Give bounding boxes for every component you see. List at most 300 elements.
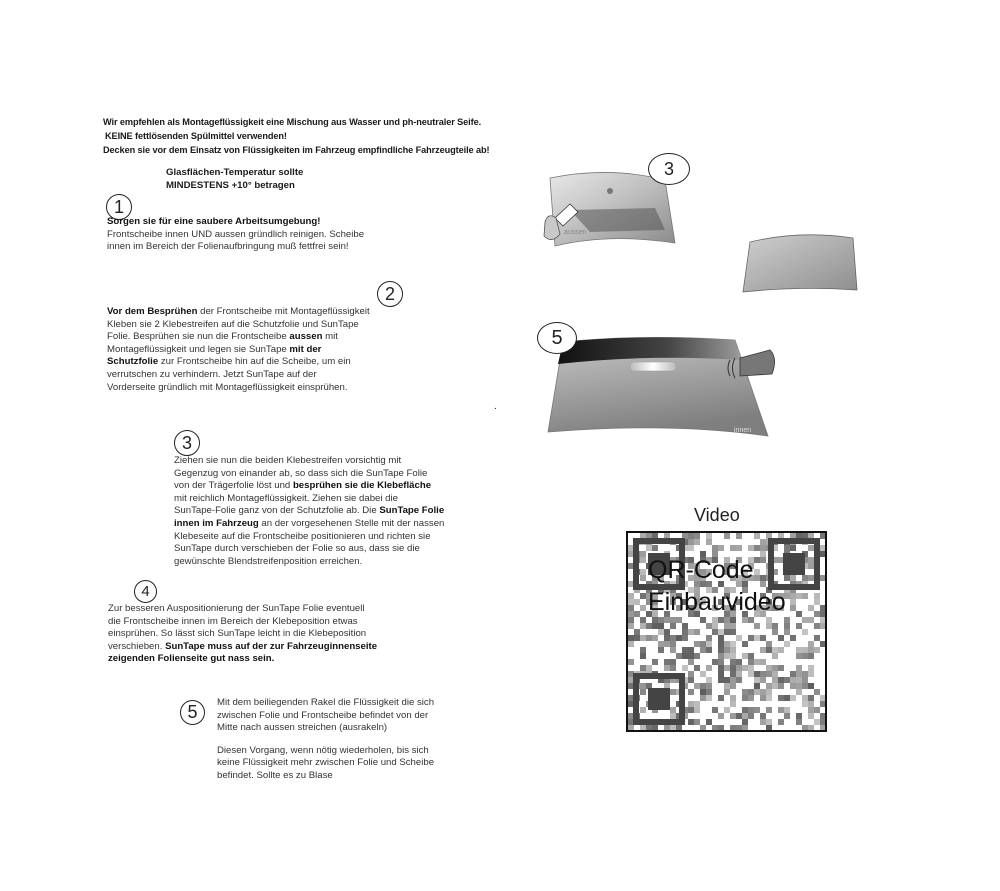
qr-module [724,653,730,659]
qr-module [796,671,802,677]
qr-module [784,677,790,683]
qr-module [640,605,646,611]
step-4-bold-5: zeigenden Folienseite gut nass sein. [108,653,275,665]
qr-module [820,605,825,611]
qr-module [748,659,754,665]
qr-module [712,617,718,623]
step-1-number: 1 [106,194,132,220]
qr-module [766,617,772,623]
qr-module [700,617,706,623]
qr-module [700,689,706,695]
step-1-heading: Sorgen sie für eine saubere Arbeitsumgebung! [107,216,321,227]
qr-module [658,647,664,653]
qr-module [766,725,772,730]
qr-module [820,725,825,730]
qr-module [748,665,754,671]
qr-module [730,683,736,689]
qr-module [730,647,736,653]
qr-module [754,689,760,695]
qr-module [640,665,646,671]
step-2-bold-3: aussen [289,331,323,343]
qr-module [796,611,802,617]
qr-module [796,623,802,629]
qr-module [646,665,652,671]
qr-module [784,713,790,719]
qr-module [802,593,808,599]
qr-module [646,623,652,629]
qr-module [802,695,808,701]
qr-module [688,677,694,683]
qr-module [748,635,754,641]
qr-module [760,671,766,677]
qr-module [694,707,700,713]
qr-module [634,599,640,605]
qr-module [694,641,700,647]
qr-module [706,719,712,725]
step-5-text [217,697,434,783]
qr-module [784,629,790,635]
qr-module [628,617,634,623]
qr-module [820,617,825,623]
qr-module [796,689,802,695]
qr-module [652,725,658,730]
qr-module [784,617,790,623]
qr-module [802,575,808,581]
qr-module [628,611,634,617]
qr-module [808,575,814,581]
qr-module [748,671,754,677]
qr-module [730,701,736,707]
step-5-number: 5 [180,700,205,725]
qr-module [688,629,694,635]
step-2-line-3b: mit [322,331,338,343]
qr-module [772,683,778,689]
qr-module [778,635,784,641]
qr-module [688,533,694,539]
qr-module [796,653,802,659]
step-4-line-1: Zur besseren Auspositionierung der SunTape Folie eventuell [108,603,365,614]
qr-module [814,593,820,599]
qr-module [670,689,676,695]
step-5-line-5: keine Flüssigkeit mehr zwischen Folie und Scheibe [217,757,435,769]
qr-module [628,623,634,629]
qr-module [712,545,718,551]
qr-module [658,623,664,629]
qr-module [694,683,700,689]
qr-code[interactable] [626,531,827,732]
qr-module [760,539,766,545]
step-3-line-9: gewünschte Blendstreifenposition erreichen. [174,555,363,567]
qr-module [718,653,724,659]
qr-module [688,545,694,551]
qr-module [766,695,772,701]
qr-module [730,665,736,671]
qr-module [802,683,808,689]
qr-module [778,647,784,653]
qr-module [724,533,730,539]
qr-module [802,629,808,635]
qr-module [688,701,694,707]
qr-module [760,557,766,563]
qr-module [808,725,814,730]
qr-module [682,623,688,629]
qr-module [784,545,790,551]
qr-module [766,623,772,629]
qr-module [736,665,742,671]
fig-5-label: innen [734,427,752,434]
qr-module [808,701,814,707]
qr-module [814,719,820,725]
qr-module [820,533,825,539]
qr-module [712,623,718,629]
qr-module [706,689,712,695]
qr-module [808,707,814,713]
qr-module [814,707,820,713]
qr-module [730,671,736,677]
qr-module [748,713,754,719]
qr-module [730,713,736,719]
qr-finder-bottom-left-core [648,688,670,710]
qr-module [640,653,646,659]
qr-module [814,689,820,695]
qr-module [652,617,658,623]
qr-module [796,713,802,719]
step-2-text [107,306,370,394]
step-1-line-2: innen im Bereich der Folienaufbringung muß fettfrei sein! [107,241,349,253]
step-2-line-3a: Folie. Besprühen sie nun die Frontscheibe [107,331,290,343]
qr-module [694,653,700,659]
qr-module [808,557,814,563]
temperature-line-1: Glasflächen-Temperatur sollte [166,167,304,178]
qr-module [754,569,760,575]
qr-module [772,671,778,677]
qr-module [718,641,724,647]
step-3-bold-5: SunTape Folie [379,505,445,517]
warning-line-2: KEINE fettlösenden Spülmittel verwenden! [105,131,287,141]
qr-module [766,707,772,713]
qr-module [718,545,724,551]
step-2-bold-5: Schutzfolie [107,356,159,368]
qr-module [700,671,706,677]
qr-module [718,695,724,701]
qr-module [772,653,778,659]
qr-module [694,629,700,635]
step-3-bold-3: besprühen sie die Klebefläche [292,480,432,492]
qr-module [760,575,766,581]
qr-module [760,551,766,557]
warning-line-3: Decken sie vor dem Einsatz von Flüssigkeiten im Fahrzeug empfindliche Fahrzeugteile ab! [103,145,490,155]
qr-module [754,545,760,551]
step-3-line-3: von der Trägerfolie löst und [174,480,293,492]
qr-module [718,671,724,677]
qr-module [688,671,694,677]
qr-module [724,629,730,635]
qr-module [736,671,742,677]
video-label: Video [694,505,740,525]
step-3-line-6: an der vorgesehenen Stelle mit der nassen [258,517,445,529]
step-2-line-5: zur Frontscheibe hin auf die Scheibe, um ein [158,356,351,368]
qr-module [808,695,814,701]
qr-module [802,653,808,659]
qr-module [628,725,634,730]
qr-module [742,641,748,647]
qr-module [760,545,766,551]
step-5-line-3: Mitte nach aussen streichen (ausrakeln) [217,722,388,734]
qr-module [814,623,820,629]
qr-module [760,677,766,683]
qr-module [748,689,754,695]
qr-module [766,719,772,725]
step-2-line-4: Montageflüssigkeit und legen sie SunTape [107,343,290,355]
qr-module [718,629,724,635]
qr-module [634,629,640,635]
qr-module [664,641,670,647]
step-4-bold-4: SunTape muss auf der zur Fahrzeuginnenseite [165,640,378,652]
qr-module [628,593,634,599]
qr-module [712,725,718,730]
qr-module [748,707,754,713]
qr-module [754,533,760,539]
qr-module [724,707,730,713]
qr-module [820,701,825,707]
qr-module [724,641,730,647]
qr-module [802,671,808,677]
qr-module [742,617,748,623]
qr-module [808,641,814,647]
qr-module [790,695,796,701]
qr-module [700,641,706,647]
qr-module [814,599,820,605]
qr-module [748,695,754,701]
qr-module [706,635,712,641]
qr-module [640,635,646,641]
qr-module [754,671,760,677]
qr-text-line-2: Einbauvideo [648,588,786,616]
step-2-number: 2 [377,281,403,307]
qr-module [754,557,760,563]
qr-module [664,629,670,635]
qr-module [796,593,802,599]
qr-module [688,689,694,695]
qr-module [658,617,664,623]
qr-module [724,677,730,683]
qr-module [670,635,676,641]
qr-module [634,635,640,641]
qr-module [790,545,796,551]
qr-module [742,689,748,695]
qr-module [640,689,646,695]
qr-module [688,647,694,653]
qr-module [676,653,682,659]
qr-module [796,719,802,725]
step-3-line-7: Klebeseite auf die Frontscheibe positionieren und richten sie [174,530,431,542]
qr-module [640,725,646,730]
qr-module [712,707,718,713]
qr-module [670,617,676,623]
qr-module [688,707,694,713]
step-2-bold-4: mit der [289,343,322,355]
qr-module [664,659,670,665]
qr-module [790,635,796,641]
step-4-line-2: die Frontscheibe innen im Bereich der Klebeposition etwas [108,615,358,627]
qr-module [778,719,784,725]
qr-module [766,689,772,695]
qr-module [772,647,778,653]
qr-module [718,635,724,641]
qr-module [766,641,772,647]
qr-module [790,671,796,677]
illustration-film [735,228,865,300]
qr-module [682,665,688,671]
qr-module [730,641,736,647]
qr-module [724,689,730,695]
qr-module [808,683,814,689]
qr-module [646,725,652,730]
qr-module [808,605,814,611]
qr-module [700,647,706,653]
qr-module [706,647,712,653]
qr-module [754,683,760,689]
qr-module [694,701,700,707]
step-3-text [174,455,444,568]
qr-module [760,659,766,665]
qr-module [760,719,766,725]
qr-module [748,653,754,659]
qr-module [718,647,724,653]
qr-module [778,707,784,713]
qr-module [640,569,646,575]
qr-module [628,641,634,647]
qr-module [634,611,640,617]
temperature-line-2: MINDESTENS +10° betragen [166,180,295,191]
qr-module [688,653,694,659]
fig-5-number: 5 [537,322,577,354]
qr-module [796,683,802,689]
qr-module [706,641,712,647]
step-2-line-7: Vorderseite gründlich mit Montageflüssigkeit einsprühen. [107,381,348,393]
step-3-line-4: mit reichlich Montageflüssigkeit. Ziehen sie dabei die [174,492,398,504]
qr-module [790,593,796,599]
step-1-text [107,216,364,254]
qr-module [772,665,778,671]
qr-module [760,581,766,587]
qr-module [802,617,808,623]
qr-module [802,647,808,653]
qr-module [742,653,748,659]
qr-module [706,539,712,545]
qr-module [706,665,712,671]
qr-module [790,605,796,611]
warning-block [103,115,533,157]
qr-module [784,575,790,581]
qr-module [820,641,825,647]
qr-module [790,677,796,683]
qr-module [640,707,646,713]
qr-module [724,683,730,689]
qr-module [640,557,646,563]
qr-module [718,659,724,665]
qr-module [736,635,742,641]
qr-module [790,683,796,689]
step-3-bold-6: innen im Fahrzeug [174,517,259,529]
qr-module [682,629,688,635]
qr-module [808,647,814,653]
qr-module [724,623,730,629]
qr-module [754,677,760,683]
qr-module [730,617,736,623]
qr-module [652,623,658,629]
qr-module [652,659,658,665]
qr-module [778,695,784,701]
qr-module [736,545,742,551]
qr-module [640,647,646,653]
qr-module [724,617,730,623]
qr-module [796,665,802,671]
qr-module [820,713,825,719]
qr-module [694,665,700,671]
qr-module [706,683,712,689]
qr-module [778,683,784,689]
qr-module [760,713,766,719]
qr-module [730,695,736,701]
step-5-line-4: Diesen Vorgang, wenn nötig wiederholen, bis sich [217,744,429,756]
qr-module [790,599,796,605]
qr-module [670,641,676,647]
qr-module [718,713,724,719]
qr-module [712,659,718,665]
qr-module [706,677,712,683]
fig-3-label: aussen [564,229,587,236]
qr-module [628,605,634,611]
squeegee-icon [740,350,775,376]
qr-module [688,659,694,665]
qr-module [766,683,772,689]
qr-module [640,617,646,623]
qr-module [790,575,796,581]
qr-module [736,725,742,730]
qr-module [730,653,736,659]
qr-module [820,611,825,617]
qr-module [820,623,825,629]
qr-module [754,659,760,665]
qr-module [742,719,748,725]
qr-module [640,575,646,581]
qr-module [808,617,814,623]
qr-module [796,677,802,683]
step-3-number: 3 [174,430,200,456]
qr-module [664,635,670,641]
qr-module [742,707,748,713]
qr-module [628,599,634,605]
qr-module [682,635,688,641]
qr-module [628,635,634,641]
qr-module [658,629,664,635]
step-5-line-1: Mit dem beiliegenden Rakel die Flüssigkeit die sich [217,697,435,708]
qr-module [772,677,778,683]
qr-module [820,695,825,701]
qr-module [766,671,772,677]
qr-module [658,641,664,647]
step-4-line-3: einsprühen. So lässt sich SunTape leicht in die Klebeposition [108,628,367,640]
qr-module [730,629,736,635]
qr-module [706,695,712,701]
qr-module [718,665,724,671]
qr-module [742,695,748,701]
qr-module [730,623,736,629]
qr-module [814,647,820,653]
qr-module [814,611,820,617]
qr-module [814,635,820,641]
